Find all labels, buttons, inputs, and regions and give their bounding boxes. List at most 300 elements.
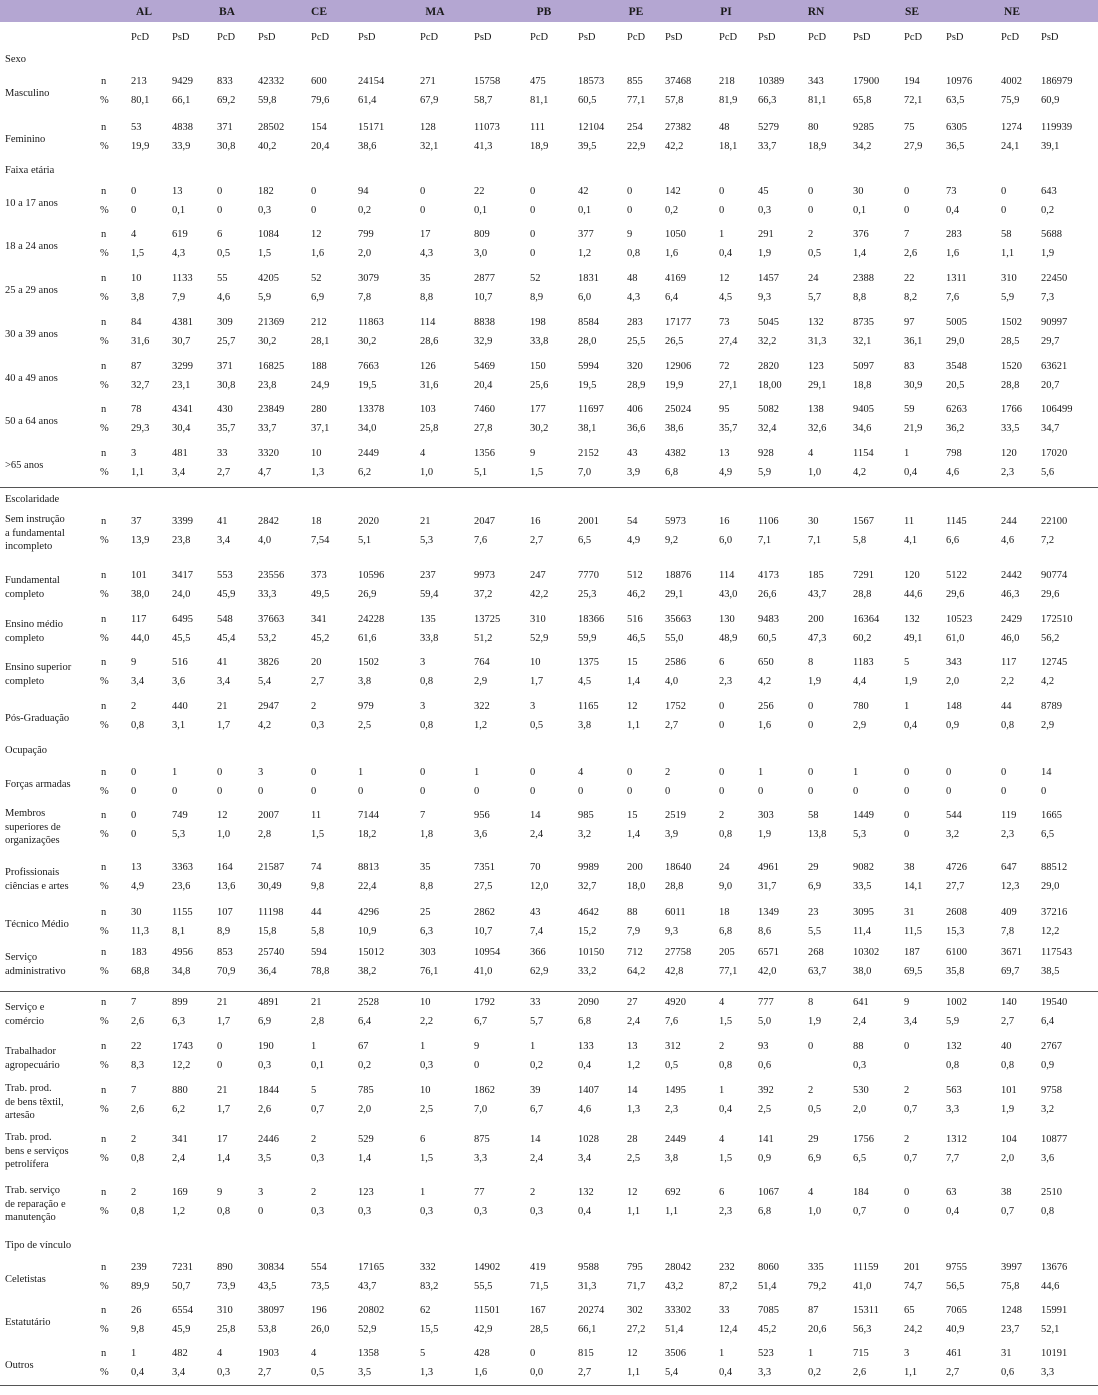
cell-pct: 3,3 [758,1367,772,1378]
cell-n: 523 [758,1348,774,1359]
cell-pct: 2,4 [530,1153,544,1164]
cell-pct: 44,6 [904,589,923,600]
cell-n: 15012 [358,947,385,958]
cell-pct: 1,5 [311,829,325,840]
cell-pct: 0,8 [131,720,145,731]
col-subheader: PcD [808,32,827,43]
cell-pct: 0,8 [1041,1206,1055,1217]
cell-n: 48 [627,273,638,284]
cell-pct: 1,3 [311,467,325,478]
cell-n: 200 [808,614,824,625]
category-label: Profissionais ciências e artes [5,867,69,892]
cell-pct: 3,4 [217,535,231,546]
cell-pct: 32,7 [578,881,597,892]
cell-pct: 78,8 [311,966,330,977]
cell-pct: 0 [1001,205,1007,216]
row-type-pct: % [100,380,109,391]
cell-n: 4382 [665,448,686,459]
cell-pct: 5,5 [808,926,822,937]
cell-pct: 0,4 [719,1367,733,1378]
cell-pct: 5,1 [474,467,488,478]
cell-n: 1 [172,767,178,778]
cell-pct: 25,8 [420,423,439,434]
cell-n: 254 [627,122,643,133]
cell-pct: 43,0 [719,589,738,600]
cell-pct: 3,9 [665,829,679,840]
cell-pct: 6,6 [946,535,960,546]
cell-pct: 8,9 [217,926,231,937]
state-header: SE [904,6,920,18]
cell-pct: 0 [578,786,584,797]
cell-pct: 26,9 [358,589,377,600]
cell-n: 9405 [853,404,874,415]
cell-pct: 31,3 [578,1281,597,1292]
cell-pct: 30,9 [904,380,923,391]
cell-pct: 56,3 [853,1324,872,1335]
cell-pct: 37,1 [311,423,330,434]
cell-pct: 4,7 [258,467,272,478]
cell-n: 12 [627,701,638,712]
cell-pct: 0,4 [904,720,918,731]
cell-pct: 31,3 [808,336,827,347]
cell-pct: 1,8 [420,829,434,840]
state-header: PB [536,6,552,18]
cell-pct: 66,3 [758,95,777,106]
cell-n: 5045 [758,317,779,328]
cell-pct: 44,0 [131,633,150,644]
cell-pct: 3,3 [1041,1367,1055,1378]
cell-pct: 8,8 [420,292,434,303]
cell-pct: 1,0 [217,829,231,840]
row-type-pct: % [100,829,109,840]
cell-n: 119939 [1041,122,1073,133]
cell-n: 366 [530,947,546,958]
cell-n: 52 [530,273,541,284]
cell-pct: 73,9 [217,1281,236,1292]
cell-pct: 30,8 [217,141,236,152]
cell-pct: 0,4 [578,1060,592,1071]
cell-n: 3417 [172,570,193,581]
row-type-pct: % [100,633,109,644]
row-type-pct: % [100,720,109,731]
cell-pct: 7,4 [530,926,544,937]
category-label: Serviço administrativo [5,952,66,977]
cell-n: 10596 [358,570,385,581]
cell-pct: 76,1 [420,966,439,977]
cell-n: 1274 [1001,122,1022,133]
cell-pct: 38,6 [665,423,684,434]
cell-n: 377 [578,229,594,240]
cell-pct: 2,4 [853,1016,867,1027]
cell-pct: 33,5 [853,881,872,892]
cell-pct: 74,7 [904,1281,923,1292]
cell-n: 13 [131,862,142,873]
col-subheader: PsD [665,32,683,43]
cell-n: 29 [808,862,819,873]
cell-n: 7663 [358,361,379,372]
cell-pct: 3,2 [946,829,960,840]
cell-n: 1407 [578,1085,599,1096]
cell-pct: 34,2 [853,141,872,152]
cell-pct: 63,5 [946,95,965,106]
cell-n: 42 [578,186,589,197]
cell-n: 141 [758,1134,774,1145]
cell-n: 17165 [358,1262,385,1273]
cell-n: 212 [311,317,327,328]
row-type-n: n [101,767,107,778]
cell-n: 14 [530,1134,541,1145]
cell-n: 956 [474,810,490,821]
cell-n: 1844 [258,1085,279,1096]
cell-pct: 22,4 [358,881,377,892]
row-type-n: n [101,361,107,372]
cell-pct: 4,2 [758,676,772,687]
cell-pct: 2,3 [719,1206,733,1217]
cell-pct: 1,7 [217,1104,231,1115]
cell-pct: 43,7 [358,1281,377,1292]
cell-n: 5 [904,657,910,668]
cell-n: 117543 [1041,947,1073,958]
row-type-n: n [101,701,107,712]
cell-pct: 1,9 [758,829,772,840]
cell-n: 21 [217,997,228,1008]
cell-pct: 0,9 [1041,1060,1055,1071]
row-type-n: n [101,657,107,668]
cell-pct: 5,0 [758,1016,772,1027]
cell-n: 35663 [665,614,692,625]
cell-pct: 33,7 [258,423,277,434]
cell-pct: 0,2 [358,1060,372,1071]
col-subheader: PcD [131,32,150,43]
cell-pct: 7,8 [1001,926,1015,937]
cell-n: 1 [719,1348,725,1359]
cell-n: 13725 [474,614,501,625]
cell-pct: 8,6 [758,926,772,937]
cell-pct: 7,0 [474,1104,488,1115]
cell-pct: 12,3 [1001,881,1020,892]
cell-pct: 0 [311,786,317,797]
col-subheader: PcD [530,32,549,43]
cell-pct: 6,9 [311,292,325,303]
cell-n: 6263 [946,404,967,415]
cell-n: 2586 [665,657,686,668]
cell-pct: 73,5 [311,1281,330,1292]
cell-pct: 15,8 [258,926,277,937]
cell-n: 516 [627,614,643,625]
cell-n: 123 [358,1187,374,1198]
cell-n: 3506 [665,1348,686,1359]
cell-pct: 38,1 [578,423,597,434]
cell-n: 132 [808,317,824,328]
cell-n: 63 [946,1187,957,1198]
cell-n: 9755 [946,1262,967,1273]
cell-n: 9973 [474,570,495,581]
cell-n: 88 [627,907,638,918]
cell-n: 2842 [258,516,279,527]
cell-pct: 33,9 [172,141,191,152]
cell-pct: 7,6 [665,1016,679,1027]
cell-pct: 28,5 [1001,336,1020,347]
cell-n: 1 [530,1041,536,1052]
cell-pct: 3,2 [578,829,592,840]
cell-n: 1145 [946,516,967,527]
cell-pct: 12,0 [530,881,549,892]
cell-n: 692 [665,1187,681,1198]
row-type-n: n [101,614,107,625]
cell-pct: 77,1 [719,966,738,977]
cell-n: 72 [719,361,730,372]
cell-pct: 35,7 [217,423,236,434]
cell-n: 10 [420,1085,431,1096]
cell-pct: 1,3 [627,1104,641,1115]
cell-n: 985 [578,810,594,821]
cell-pct: 3,4 [172,1367,186,1378]
cell-n: 117 [1001,657,1017,668]
col-subheader: PsD [853,32,871,43]
cell-n: 10954 [474,947,501,958]
cell-n: 88512 [1041,862,1068,873]
cell-n: 6495 [172,614,193,625]
cell-pct: 0,1 [474,205,488,216]
category-label: Fundamental completo [5,575,60,600]
cell-n: 8735 [853,317,874,328]
cell-n: 341 [172,1134,188,1145]
cell-n: 1356 [474,448,495,459]
cell-pct: 8,1 [172,926,186,937]
cell-pct: 0,3 [420,1206,434,1217]
cell-n: 5005 [946,317,967,328]
cell-pct: 0 [172,786,178,797]
row-type-n: n [101,448,107,459]
cell-n: 59 [904,404,915,415]
cell-n: 554 [311,1262,327,1273]
cell-n: 280 [311,404,327,415]
cell-pct: 0 [946,786,952,797]
cell-n: 406 [627,404,643,415]
state-header: PE [628,6,644,18]
cell-pct: 13,8 [808,829,827,840]
cell-n: 18573 [578,76,605,87]
cell-pct: 3,4 [578,1153,592,1164]
cell-n: 482 [172,1348,188,1359]
cell-n: 24154 [358,76,385,87]
row-type-n: n [101,1262,107,1273]
cell-pct: 2,5 [420,1104,434,1115]
cell-pct: 3,1 [172,720,186,731]
cell-pct: 27,8 [474,423,493,434]
cell-pct: 3,8 [358,676,372,687]
cell-pct: 34,8 [172,966,191,977]
cell-n: 12 [217,810,228,821]
cell-n: 553 [217,570,233,581]
cell-n: 16 [719,516,730,527]
cell-n: 167 [530,1305,546,1316]
cell-n: 764 [474,657,490,668]
cell-pct: 5,3 [420,535,434,546]
cell-pct: 3,4 [131,676,145,687]
cell-n: 320 [627,361,643,372]
row-separator [0,991,1098,992]
cell-n: 8838 [474,317,495,328]
cell-pct: 11,3 [131,926,149,937]
cell-pct: 6,7 [530,1104,544,1115]
cell-pct: 32,9 [474,336,493,347]
cell-pct: 0,3 [420,1060,434,1071]
cell-pct: 4,2 [258,720,272,731]
state-header: MA [425,6,445,18]
cell-n: 785 [358,1085,374,1096]
cell-pct: 5,9 [758,467,772,478]
cell-pct: 0,8 [1001,1060,1015,1071]
cell-pct: 50,7 [172,1281,191,1292]
cell-pct: 9,8 [311,881,325,892]
cell-n: 1502 [1001,317,1022,328]
cell-n: 11 [904,516,915,527]
cell-n: 24228 [358,614,385,625]
cell-n: 283 [946,229,962,240]
cell-n: 4 [217,1348,223,1359]
cell-pct: 3,5 [258,1153,272,1164]
cell-pct: 0 [758,786,764,797]
cell-pct: 39,1 [1041,141,1060,152]
cell-pct: 57,8 [665,95,684,106]
cell-pct: 6,3 [172,1016,186,1027]
cell-pct: 45,9 [172,1324,191,1335]
cell-n: 0 [808,767,814,778]
col-subheader: PcD [904,32,923,43]
cell-n: 1 [420,1187,426,1198]
cell-n: 10 [530,657,541,668]
cell-n: 5994 [578,361,599,372]
cell-pct: 20,5 [946,380,965,391]
cell-pct: 13,9 [131,535,150,546]
cell-n: 172510 [1041,614,1073,625]
cell-pct: 68,8 [131,966,150,977]
cell-n: 52 [311,273,322,284]
cell-pct: 1,7 [217,720,231,731]
cell-n: 107 [217,907,233,918]
cell-pct: 38,0 [853,966,872,977]
cell-n: 22 [904,273,915,284]
cell-n: 4 [719,1134,725,1145]
cell-n: 15 [627,810,638,821]
cell-pct: 0,0 [530,1367,544,1378]
cell-pct: 45,5 [172,633,191,644]
row-type-n: n [101,273,107,284]
cell-pct: 2,0 [358,1104,372,1115]
cell-n: 22100 [1041,516,1068,527]
cell-pct: 2,7 [946,1367,960,1378]
row-type-pct: % [100,1153,109,1164]
row-type-pct: % [100,589,109,600]
cell-pct: 20,6 [808,1324,827,1335]
cell-n: 1 [853,767,859,778]
cell-pct: 1,5 [530,467,544,478]
cell-pct: 19,5 [578,380,597,391]
cell-n: 8060 [758,1262,779,1273]
cell-pct: 34,0 [358,423,377,434]
cell-n: 303 [758,810,774,821]
cell-n: 0 [904,767,910,778]
cell-n: 0 [808,186,814,197]
cell-pct: 1,2 [578,248,592,259]
cell-n: 10 [420,997,431,1008]
cell-n: 1155 [172,907,193,918]
cell-n: 268 [808,947,824,958]
cell-pct: 5,8 [853,535,867,546]
cell-pct: 5,4 [665,1367,679,1378]
cell-pct: 25,8 [217,1324,236,1335]
cell-pct: 1,6 [665,248,679,259]
cell-n: 21 [217,1085,228,1096]
cell-pct: 2,2 [1001,676,1015,687]
cell-n: 0 [530,1348,536,1359]
cell-n: 84 [131,317,142,328]
cell-n: 106499 [1041,404,1073,415]
cell-n: 3 [258,767,264,778]
cell-n: 14902 [474,1262,501,1273]
cell-n: 38097 [258,1305,285,1316]
cell-pct: 0,3 [474,1206,488,1217]
cell-n: 132 [578,1187,594,1198]
cell-n: 148 [946,701,962,712]
cell-pct: 2,7 [311,676,325,687]
cell-n: 2510 [1041,1187,1062,1198]
cell-pct: 0 [719,720,725,731]
cell-n: 777 [758,997,774,1008]
cell-n: 2 [530,1187,536,1198]
cell-n: 1449 [853,810,874,821]
cell-pct: 4,5 [719,292,733,303]
cell-n: 23849 [258,404,285,415]
cell-pct: 42,0 [758,966,777,977]
cell-pct: 28,8 [1001,380,1020,391]
cell-pct: 69,2 [217,95,236,106]
cell-pct: 0 [1041,786,1047,797]
cell-n: 42332 [258,76,285,87]
cell-n: 35 [420,862,431,873]
category-label: Trabalhador agropecuário [5,1046,60,1071]
cell-pct: 15,5 [420,1324,439,1335]
cell-pct: 4,0 [665,676,679,687]
cell-n: 28502 [258,122,285,133]
category-label: 10 a 17 anos [5,198,58,209]
cell-pct: 0,2 [530,1060,544,1071]
cell-pct: 1,7 [217,1016,231,1027]
row-type-pct: % [100,676,109,687]
cell-n: 201 [904,1262,920,1273]
cell-n: 62 [420,1305,431,1316]
cell-pct: 1,0 [808,1206,822,1217]
cell-pct: 3,3 [946,1104,960,1115]
row-type-pct: % [100,467,109,478]
cell-pct: 2,6 [904,248,918,259]
cell-n: 1 [358,767,364,778]
cell-n: 1502 [358,657,379,668]
cell-n: 512 [627,570,643,581]
cell-n: 198 [530,317,546,328]
cell-pct: 7,2 [1041,535,1055,546]
cell-pct: 27,1 [719,380,738,391]
cell-pct: 24,0 [172,589,191,600]
cell-n: 18 [311,516,322,527]
cell-n: 341 [311,614,327,625]
row-type-pct: % [100,1104,109,1115]
cell-n: 2001 [578,516,599,527]
cell-n: 186979 [1041,76,1073,87]
cell-n: 594 [311,947,327,958]
cell-n: 2047 [474,516,495,527]
